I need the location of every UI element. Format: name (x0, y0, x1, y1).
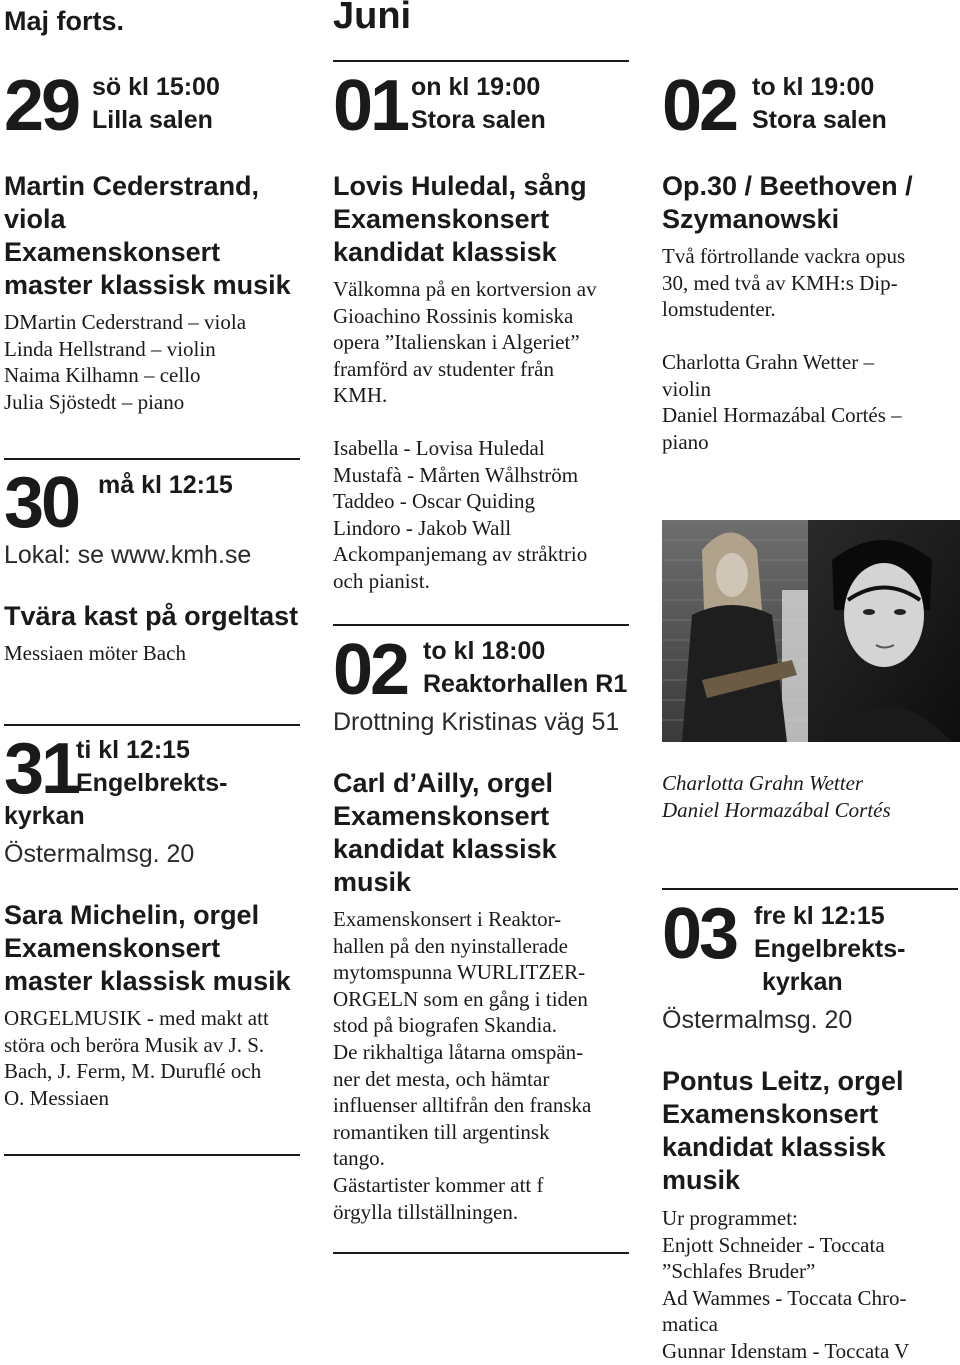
event-hall: Stora salen (752, 106, 887, 134)
event-time: sö kl 15:00 (92, 73, 220, 101)
event-day: 30 (4, 463, 79, 543)
event-hall-cont: kyrkan (4, 802, 85, 830)
event-venue: Drottning Kristinas väg 51 (333, 708, 620, 736)
month-heading: Maj forts. (4, 6, 125, 36)
event-time: ti kl 12:15 (76, 736, 190, 764)
event-day: 02 (333, 630, 408, 710)
event-title: Martin Cederstrand, viola Examenskonsert master klassisk musik (4, 171, 291, 300)
event-description: ORGELMUSIK - med makt att störa och beröra Musik av J. S. Bach, J. Ferm, M. Duruflé och O. Messiaen (4, 1006, 269, 1110)
event-venue: Lokal: se www.kmh.se (4, 541, 252, 569)
divider (333, 1252, 629, 1254)
event-title: Lovis Huledal, sång Examenskonsert kandidat klassisk (333, 171, 587, 267)
event-title: Op.30 / Beethoven / Szymanowski (662, 171, 913, 234)
divider (333, 60, 629, 62)
divider (4, 1154, 300, 1156)
event-cast: Isabella - Lovisa Huledal Mustafà - Mårten Wålhström Taddeo - Oscar Quiding Lindoro - Jakob Wall Ackompanjemang av stråktrio och pianist. (333, 436, 588, 593)
event-day: 29 (4, 66, 79, 146)
event-time: fre kl 12:15 (754, 902, 885, 930)
event-day: 31 (4, 729, 79, 809)
performers-photo-image (662, 520, 960, 742)
divider (4, 724, 300, 726)
event-description: Två förtrollande vackra opus 30, med två av KMH:s Dip- lomstudenter. (662, 244, 906, 322)
event-hall-cont: kyrkan (762, 968, 843, 996)
event-time: to kl 19:00 (752, 73, 875, 101)
event-hall: Lilla salen (92, 106, 213, 134)
photo-caption: Charlotta Grahn Wetter Daniel Hormazábal Cortés (662, 771, 891, 822)
event-hall: Reaktorhallen R1 (423, 670, 628, 698)
event-description: Välkomna på en kortversion av Gioachino Rossinis komiska opera ”Italienskan i Algeriet” framförd av studenter från KMH. (333, 277, 597, 408)
event-title: Sara Michelin, orgel Examenskonsert master klassisk musik (4, 900, 291, 996)
month-heading: Juni (333, 0, 412, 37)
divider (333, 624, 629, 626)
event-title: Pontus Leitz, orgel Examenskonsert kandidat klassisk musik (662, 1066, 904, 1195)
divider (662, 888, 958, 890)
event-day: 03 (662, 894, 737, 974)
event-program: Ur programmet: Enjott Schneider - Toccata ”Schlafes Bruder” Ad Wammes - Toccata Chro- matica Gunnar Idenstam - Toccata V (662, 1206, 910, 1363)
event-day: 01 (333, 66, 408, 146)
event-day: 02 (662, 66, 737, 146)
divider (4, 458, 300, 460)
event-description: Examenskonsert i Reaktor- hallen på den nyinstallerade mytomspunna WURLITZER- ORGELN som en gång i tiden stod på biografen Skandia. De rikhaltiga låtarna omspän- ner det mesta, och hämtar influenser alltifrån den franska romantiken till argentinsk tango. Gästartister kommer att f örgylla tillställningen. (333, 907, 592, 1224)
event-performers: Charlotta Grahn Wetter – violin Daniel Hormazábal Cortés – piano (662, 350, 902, 454)
event-title: Tvära kast på orgeltast (4, 601, 299, 631)
event-venue: Östermalmsg. 20 (662, 1006, 853, 1034)
event-time: on kl 19:00 (411, 73, 541, 101)
event-venue: Östermalmsg. 20 (4, 840, 195, 868)
event-time: to kl 18:00 (423, 637, 546, 665)
event-description: Messiaen möter Bach (4, 641, 186, 665)
event-hall: Engelbrekts- (754, 935, 906, 963)
event-hall: Engelbrekts- (76, 769, 228, 797)
event-hall: Stora salen (411, 106, 546, 134)
event-time: må kl 12:15 (98, 471, 233, 499)
performers-photo (662, 520, 960, 742)
event-description: DMartin Cederstrand – viola Linda Hellstrand – violin Naima Kilhamn – cello Julia Sjöstedt – piano (4, 310, 247, 414)
event-title: Carl d’Ailly, orgel Examenskonsert kandidat klassisk musik (333, 768, 557, 897)
